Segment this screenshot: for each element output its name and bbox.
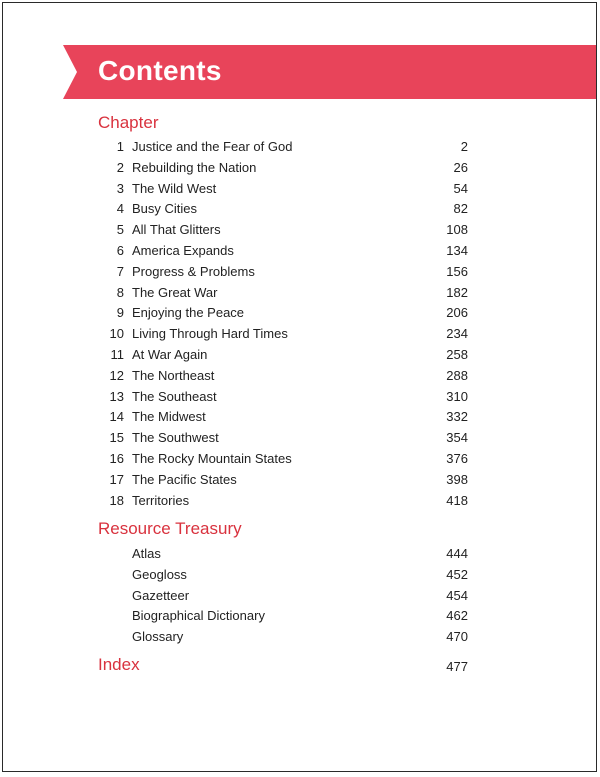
resource-page-number: 454 <box>446 587 468 603</box>
index-section-title: Index <box>98 655 140 674</box>
chapter-number: 2 <box>116 159 124 175</box>
chapter-row[interactable] <box>98 139 468 159</box>
chapter-row[interactable] <box>98 389 468 409</box>
chapter-title: Busy Cities <box>132 201 198 217</box>
chapter-number: 15 <box>109 430 124 446</box>
chapter-row[interactable] <box>98 409 468 429</box>
chapter-row[interactable] <box>98 160 468 180</box>
chapter-row[interactable] <box>98 222 468 242</box>
chapter-number: 8 <box>116 284 124 300</box>
resource-title: Gazetteer <box>132 587 190 603</box>
resource-title: Atlas <box>132 546 161 561</box>
chapter-page-number: 310 <box>446 388 468 404</box>
resource-row[interactable] <box>98 588 468 608</box>
chapter-title: The Rocky Mountain States <box>132 451 292 466</box>
chapter-row[interactable] <box>98 451 468 471</box>
chapter-title: The Midwest <box>132 409 206 425</box>
chapter-row[interactable] <box>98 285 468 305</box>
chapter-row[interactable] <box>98 430 468 450</box>
chapter-row[interactable] <box>98 326 468 346</box>
resource-title: Geogloss <box>132 566 187 582</box>
chapter-title: The Southeast <box>132 388 217 404</box>
chapter-title: The Northeast <box>132 367 215 383</box>
resource-row[interactable] <box>98 567 468 587</box>
chapter-page-number: 398 <box>446 471 468 487</box>
chapter-page-number: 376 <box>446 451 468 466</box>
chapter-title: The Wild West <box>132 180 217 196</box>
chapter-number: 7 <box>116 263 124 279</box>
chapter-row[interactable] <box>98 368 468 388</box>
chapter-title: At War Again <box>132 347 208 362</box>
chapter-row[interactable] <box>98 472 468 492</box>
index-page-number: 477 <box>446 659 468 674</box>
chapter-number: 12 <box>109 367 124 383</box>
chapter-page-number: 134 <box>446 243 468 258</box>
contents-page <box>2 2 597 772</box>
chapter-title: All That Glitters <box>132 222 221 238</box>
resource-page-number: 462 <box>446 608 468 624</box>
resource-title: Biographical Dictionary <box>132 608 265 624</box>
chapter-page-number: 288 <box>446 367 468 383</box>
chapter-row[interactable] <box>98 264 468 284</box>
chapter-title: Justice and the Fear of God <box>132 139 293 154</box>
chapter-page-number: 26 <box>453 159 468 175</box>
chapter-number: 17 <box>109 471 124 487</box>
chapter-number: 5 <box>116 222 124 238</box>
chapter-title: Rebuilding the Nation <box>132 159 257 175</box>
chapter-page-number: 54 <box>453 180 468 196</box>
chapter-number: 9 <box>116 305 124 321</box>
chapter-page-number: 234 <box>446 326 468 342</box>
chapter-page-number: 206 <box>446 305 468 321</box>
chapter-title: Progress & Problems <box>132 263 255 279</box>
chapter-page-number: 332 <box>446 409 468 425</box>
chapter-number: 3 <box>116 180 124 196</box>
chapter-title: America Expands <box>132 243 234 258</box>
chapter-page-number: 82 <box>453 201 468 217</box>
resource-row[interactable] <box>98 608 468 628</box>
chapter-row[interactable] <box>98 347 468 367</box>
chapter-row[interactable] <box>98 201 468 221</box>
chapter-page-number: 258 <box>446 347 468 362</box>
chapter-page-number: 156 <box>446 263 468 279</box>
chapter-number: 18 <box>109 492 124 508</box>
chapter-number: 4 <box>116 201 124 217</box>
resource-row[interactable] <box>98 546 468 566</box>
chapter-number: 13 <box>109 388 124 404</box>
banner-notch <box>63 45 77 99</box>
chapter-title: Enjoying the Peace <box>132 305 245 321</box>
chapter-row[interactable] <box>98 305 468 325</box>
chapter-number: 14 <box>109 409 124 425</box>
resource-title: Glossary <box>132 629 184 645</box>
chapter-row[interactable] <box>98 493 468 513</box>
resource-section-title: Resource Treasury <box>98 519 242 538</box>
chapter-title: The Pacific States <box>132 471 237 487</box>
resource-row[interactable] <box>98 629 468 649</box>
chapter-page-number: 2 <box>460 139 468 154</box>
chapter-title: The Great War <box>132 284 218 300</box>
chapter-title: Territories <box>132 492 190 508</box>
chapter-number: 16 <box>109 451 124 466</box>
resource-page-number: 470 <box>446 629 468 645</box>
chapter-row[interactable] <box>98 243 468 263</box>
chapter-page-number: 354 <box>446 430 468 446</box>
chapter-page-number: 418 <box>446 492 468 508</box>
page-title: Contents <box>98 55 222 86</box>
chapter-page-number: 182 <box>446 284 468 300</box>
chapter-number: 11 <box>110 347 124 362</box>
resource-page-number: 452 <box>446 566 468 582</box>
chapter-title: Living Through Hard Times <box>132 326 288 342</box>
chapter-number: 6 <box>116 243 124 258</box>
chapter-title: The Southwest <box>132 430 219 446</box>
resource-page-number: 444 <box>446 546 468 561</box>
chapter-number: 1 <box>116 139 124 154</box>
chapter-page-number: 108 <box>446 222 468 238</box>
chapter-row[interactable] <box>98 181 468 201</box>
chapter-section-title: Chapter <box>98 113 159 132</box>
chapter-number: 10 <box>109 326 124 342</box>
